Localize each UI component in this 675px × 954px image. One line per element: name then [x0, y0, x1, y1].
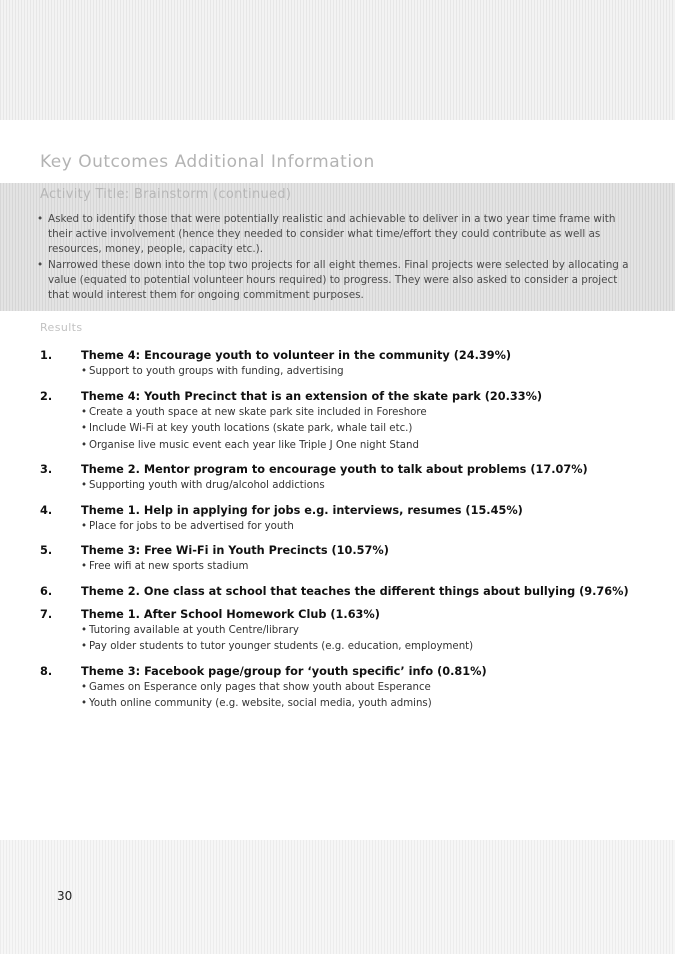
bullet-icon: •: [81, 641, 88, 652]
results-list: [40, 348, 640, 721]
bullet-icon: •: [81, 406, 88, 418]
bottom-shaded-band: [0, 840, 675, 954]
result-detail-list: [81, 680, 640, 713]
result-heading: [40, 389, 640, 404]
result-heading: [40, 607, 640, 622]
result-title: Theme 1. Help in applying for jobs e.g. interviews, resumes (15.45%): [81, 503, 523, 517]
result-detail: [81, 623, 640, 640]
result-item: [40, 607, 640, 656]
results-label: Results: [40, 321, 83, 334]
result-detail: [81, 405, 640, 422]
result-detail-text: Supporting youth with drug/alcohol addictions: [89, 480, 325, 491]
activity-bullet-list: [37, 212, 637, 304]
result-detail: [81, 364, 640, 381]
result-detail-text: Include Wi-Fi at key youth locations (skate park, whale tail etc.): [89, 423, 413, 434]
result-item: [40, 584, 640, 599]
result-detail: [81, 696, 640, 713]
result-detail-list: [81, 623, 640, 656]
page-heading: Key Outcomes Additional Information: [40, 152, 375, 172]
result-detail-list: [81, 559, 640, 576]
result-detail-text: Create a youth space at new skate park site included in Foreshore: [89, 406, 427, 418]
result-heading: [40, 584, 640, 599]
result-heading: [40, 503, 640, 518]
result-detail: [81, 559, 640, 576]
result-detail: [81, 438, 640, 455]
result-heading: [40, 462, 640, 477]
activity-box: [0, 183, 675, 311]
result-item: [40, 664, 640, 713]
bullet-icon: •: [37, 213, 44, 225]
page-number: 30: [57, 889, 73, 903]
bullet-icon: •: [81, 366, 88, 377]
result-title: Theme 3: Free Wi-Fi in Youth Precincts (10.57%): [81, 544, 389, 557]
result-title: Theme 4: Encourage youth to volunteer in the community (24.39%): [81, 349, 512, 362]
result-detail-text: Organise live music event each year like Triple J One night Stand: [89, 439, 419, 451]
activity-title: Activity Title: Brainstorm (continued): [40, 187, 292, 202]
result-heading: [40, 664, 640, 679]
result-number: 8.: [40, 664, 53, 678]
bullet-icon: •: [81, 624, 88, 636]
result-detail-text: Place for jobs to be advertised for youth: [89, 520, 294, 532]
result-detail-text: Youth online community (e.g. website, social media, youth admins): [89, 698, 432, 709]
result-title: Theme 3: Facebook page/group for ‘youth specific’ info (0.81%): [81, 664, 487, 678]
top-shaded-band: [0, 0, 675, 120]
result-detail-list: [81, 405, 640, 455]
result-detail: [81, 421, 640, 438]
result-title: Theme 2. One class at school that teaches the different things about bullying (9.76%): [81, 584, 629, 598]
result-item: [40, 348, 640, 381]
result-title: Theme 1. After School Homework Club (1.63%): [81, 607, 380, 621]
result-detail: [81, 680, 640, 697]
result-number: 4.: [40, 503, 53, 517]
result-item: [40, 543, 640, 576]
result-number: 1.: [40, 349, 53, 362]
activity-bullet-text: Asked to identify those that were potentially realistic and achievable to deliver in a two year time frame with their active involvement (hence they needed to consider what time/effort they could contribute as well as resources, money, people, capacity etc.).: [48, 213, 616, 255]
result-number: 2.: [40, 389, 53, 403]
bullet-icon: •: [81, 520, 88, 532]
bullet-icon: •: [81, 423, 88, 434]
result-detail-text: Free wifi at new sports stadium: [89, 561, 249, 572]
result-number: 3.: [40, 463, 53, 476]
result-detail-text: Tutoring available at youth Centre/library: [89, 624, 299, 636]
result-item: [40, 462, 640, 495]
result-item: [40, 503, 640, 536]
result-detail: [81, 478, 640, 495]
result-detail: [81, 519, 640, 536]
result-heading: [40, 543, 640, 558]
result-detail: [81, 639, 640, 656]
activity-bullet: [37, 212, 637, 257]
result-item: [40, 389, 640, 455]
result-title: Theme 2. Mentor program to encourage youth to talk about problems (17.07%): [81, 463, 588, 476]
result-detail-text: Pay older students to tutor younger students (e.g. education, employment): [89, 641, 474, 652]
result-detail-list: [81, 364, 640, 381]
bullet-icon: •: [37, 259, 44, 271]
result-number: 5.: [40, 544, 53, 557]
result-number: 7.: [40, 607, 53, 621]
result-detail-list: [81, 478, 640, 495]
bullet-icon: •: [81, 439, 88, 451]
result-detail-list: [81, 519, 640, 536]
result-title: Theme 4: Youth Precinct that is an extension of the skate park (20.33%): [81, 389, 543, 403]
bullet-icon: •: [81, 561, 88, 572]
bullet-icon: •: [81, 681, 88, 693]
bullet-icon: •: [81, 698, 88, 709]
result-number: 6.: [40, 584, 53, 598]
result-heading: [40, 348, 640, 363]
result-detail-text: Games on Esperance only pages that show youth about Esperance: [89, 681, 431, 693]
activity-bullet-text: Narrowed these down into the top two projects for all eight themes. Final projects were selected by allocating a value (equated to potential volunteer hours required) to progress. They were also asked to consider a project that would interest them for ongoing commitment purposes.: [48, 259, 629, 301]
result-detail-text: Support to youth groups with funding, advertising: [89, 366, 344, 377]
bullet-icon: •: [81, 480, 88, 491]
activity-bullet: [37, 258, 637, 303]
